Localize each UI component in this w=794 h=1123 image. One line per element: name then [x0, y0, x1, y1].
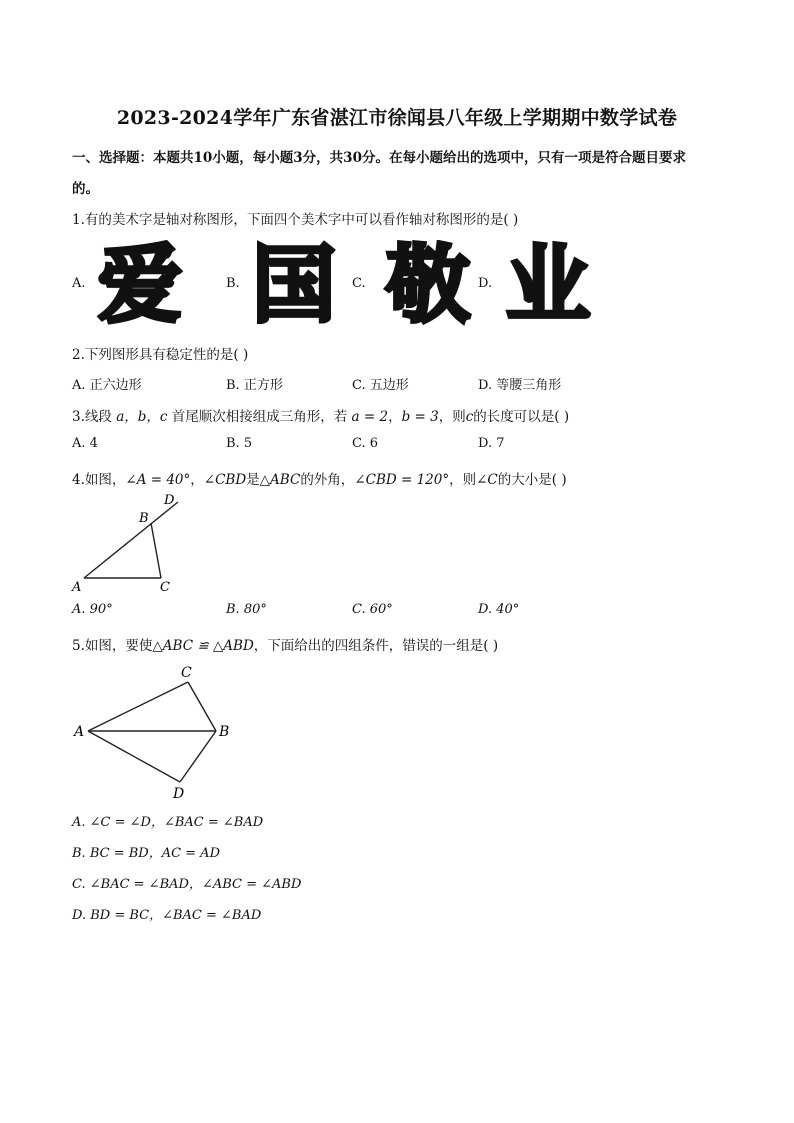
q4-stem-d: 的外角， — [300, 472, 355, 488]
question-5-stem — [72, 634, 498, 654]
q4-option-b: B. 80° — [226, 602, 267, 617]
q2-option-a: A. 正六边形 — [72, 378, 142, 393]
q1-option-d-label: D. — [478, 276, 493, 291]
q3-stem-c: ，则 — [438, 409, 466, 425]
q4-label-d: D — [164, 493, 175, 508]
q1-option-b-char — [248, 240, 340, 326]
question-1-stem: 1.有的美术字是轴对称图形，下面四个美术字中可以看作轴对称图形的是( ) — [72, 212, 519, 228]
q5-stem-b: ，下面给出的四组条件，错误的一组是( ) — [253, 638, 499, 654]
question-4-stem — [72, 468, 567, 488]
q1-char-ye: 业 — [505, 240, 591, 326]
q5-label-c: C — [181, 665, 192, 681]
q2-option-c: C. 五边形 — [352, 378, 409, 393]
q1-char-ai: 爱 — [97, 240, 183, 326]
q3-option-d: D. 7 — [478, 436, 505, 451]
q1-char-guo: 国 — [251, 240, 337, 326]
q5-segment-cb — [188, 682, 216, 731]
q4-angle-cbd-value: ∠CBD = 120° — [354, 472, 450, 488]
q5-segment-db — [180, 731, 216, 782]
q5-option-b: B. BC = BD，AC = AD — [72, 846, 220, 861]
q4-segment-bc — [151, 523, 161, 578]
q4-stem-a: 4.如图， — [72, 472, 126, 488]
q3-stem-b: 首尾顺次相接组成三角形，若 — [171, 409, 348, 425]
q5-kite-figure — [66, 660, 246, 802]
q5-congruence: △ABC ≌ △ABD — [152, 638, 254, 654]
q4-option-a: A. 90° — [72, 602, 113, 617]
q1-option-a-char — [94, 240, 186, 326]
q4-stem-c: 是 — [246, 472, 260, 488]
q5-label-a: A — [74, 724, 85, 740]
q5-segment-ac — [88, 682, 188, 731]
q4-angle-c: ∠C — [476, 472, 498, 488]
q5-label-b: B — [219, 724, 230, 740]
q1-option-d-char — [502, 240, 594, 326]
q5-stem-a: 5.如图，要使 — [72, 638, 153, 654]
q3-stem-a: 3.线段 — [72, 409, 112, 425]
q3-option-c: C. 6 — [352, 436, 379, 451]
q2-option-b: B. 正方形 — [226, 378, 283, 393]
q1-option-b-label: B. — [226, 276, 240, 291]
q4-stem-f: 的大小是( ) — [497, 472, 567, 488]
q4-triangle-figure — [66, 490, 196, 596]
q2-option-d: D. 等腰三角形 — [478, 378, 562, 393]
q4-label-a: A — [72, 580, 82, 595]
q4-angle-cbd: ∠CBD — [203, 472, 247, 488]
q1-option-a-label: A. — [72, 276, 86, 291]
q4-ray-abd — [84, 502, 178, 578]
q4-triangle-abc: △ABC — [259, 472, 301, 488]
q3-var-c: c — [465, 409, 474, 425]
q1-option-c-label: C. — [352, 276, 366, 291]
q3-cond-a: a = 2 — [351, 409, 389, 425]
question-2-stem: 2.下列图形具有稳定性的是( ) — [72, 347, 249, 363]
q4-label-b: B — [139, 511, 149, 526]
section-instruction-line2: 的。 — [72, 181, 99, 197]
q3-option-b: B. 5 — [226, 436, 253, 451]
q1-char-jing: 敬 — [385, 240, 471, 326]
q4-option-d: D. 40° — [478, 602, 520, 617]
section-instruction-line1: 一、选择题：本题共10小题，每小题3分，共30分。在每小题给出的选项中，只有一项是符合题目要求 — [72, 150, 686, 166]
q4-option-c: C. 60° — [352, 602, 393, 617]
q3-option-a: A. 4 — [72, 436, 98, 451]
q4-label-c: C — [160, 580, 170, 595]
q5-label-d: D — [173, 786, 185, 802]
q5-option-c: C. ∠BAC = ∠BAD，∠ABC = ∠ABD — [72, 877, 302, 892]
q4-angle-a: ∠A = 40° — [125, 472, 191, 488]
q5-segment-ad — [88, 731, 180, 782]
q5-option-a: A. ∠C = ∠D，∠BAC = ∠BAD — [72, 815, 264, 830]
q5-option-d: D. BD = BC，∠BAC = ∠BAD — [72, 908, 262, 923]
q3-stem-d: 的长度可以是( ) — [473, 409, 570, 425]
q3-sep: ， — [388, 409, 402, 425]
page-title: 2023-2024学年广东省湛江市徐闻县八年级上学期期中数学试卷 — [116, 107, 678, 129]
q3-vars: a，b，c — [116, 409, 168, 425]
q1-option-c-char — [382, 240, 474, 326]
q3-cond-b: b = 3 — [401, 409, 439, 425]
q4-stem-b: ， — [190, 472, 204, 488]
question-3-stem — [72, 405, 569, 425]
q4-stem-e: ，则 — [449, 472, 477, 488]
